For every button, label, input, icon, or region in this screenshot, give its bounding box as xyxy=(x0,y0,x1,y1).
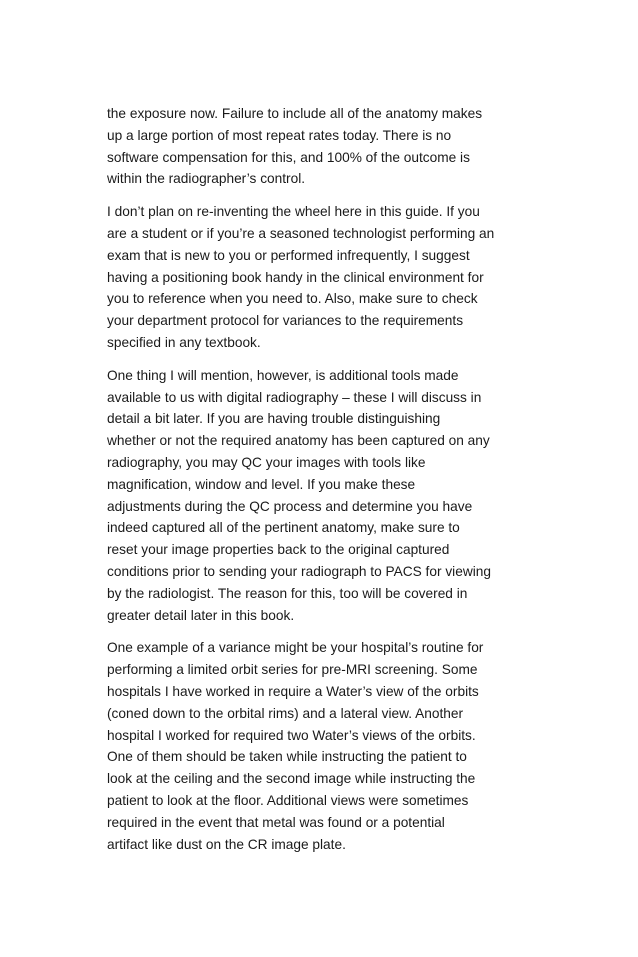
text-line: One thing I will mention, however, is additional tools made xyxy=(107,367,459,383)
text-line: radiography, you may QC your images with tools like xyxy=(107,454,426,470)
text-line: whether or not the required anatomy has been captured on any xyxy=(107,433,490,449)
paragraph-4 xyxy=(107,637,537,855)
text-line: you to reference when you need to. Also, make sure to check xyxy=(107,291,478,307)
text-line: the exposure now. Failure to include all of the anatomy makes xyxy=(107,106,483,121)
text-line: required in the event that metal was found or a potential xyxy=(107,814,445,830)
text-line: are a student or if you’re a seasoned technologist performing an xyxy=(107,225,495,241)
text-line: I don’t plan on re-inventing the wheel here in this guide. If you xyxy=(107,204,480,220)
text-line: artifact like dust on the CR image plate. xyxy=(107,836,346,852)
text-line: available to us with digital radiography – these I will discuss in xyxy=(107,389,482,405)
text-line: patient to look at the floor. Additional views were sometimes xyxy=(107,792,469,808)
text-line: performing a limited orbit series for pre-MRI screening. Some xyxy=(107,662,478,678)
text-line: reset your image properties back to the original captured xyxy=(107,542,450,558)
text-line: software compensation for this, and 100% of the outcome is xyxy=(107,149,470,165)
text-line: hospitals I have worked in require a Water’s view of the orbits xyxy=(107,683,479,699)
text-line: exam that is new to you or performed infrequently, I suggest xyxy=(107,247,470,263)
text-line: by the radiologist. The reason for this, too will be covered in xyxy=(107,585,468,601)
text-line: adjustments during the QC process and determine you have xyxy=(107,498,473,514)
text-line: magnification, window and level. If you make these xyxy=(107,476,416,492)
text-line: conditions prior to sending your radiograph to PACS for viewing xyxy=(107,563,491,579)
text-line: your department protocol for variances to the requirements xyxy=(107,313,464,329)
text-line: (coned down to the orbital rims) and a lateral view. Another xyxy=(107,705,464,721)
text-line: indeed captured all of the pertinent anatomy, make sure to xyxy=(107,520,460,536)
paragraph-3 xyxy=(107,365,537,627)
text-line: within the radiographer’s control. xyxy=(107,171,306,187)
text-line: detail a bit later. If you are having trouble distinguishing xyxy=(107,411,441,427)
text-line: specified in any textbook. xyxy=(107,334,261,350)
paragraph-2 xyxy=(107,201,537,354)
paragraph-1 xyxy=(107,103,537,190)
body-text xyxy=(107,103,537,866)
text-line: hospital I worked for required two Water’s views of the orbits. xyxy=(107,727,476,743)
text-line: look at the ceiling and the second image while instructing the xyxy=(107,771,476,787)
text-line: One of them should be taken while instructing the patient to xyxy=(107,749,467,765)
text-line: having a positioning book handy in the clinical environment for xyxy=(107,269,484,285)
text-line: greater detail later in this book. xyxy=(107,607,295,623)
text-line: up a large portion of most repeat rates today. There is no xyxy=(107,127,452,143)
text-line: One example of a variance might be your hospital’s routine for xyxy=(107,640,484,656)
